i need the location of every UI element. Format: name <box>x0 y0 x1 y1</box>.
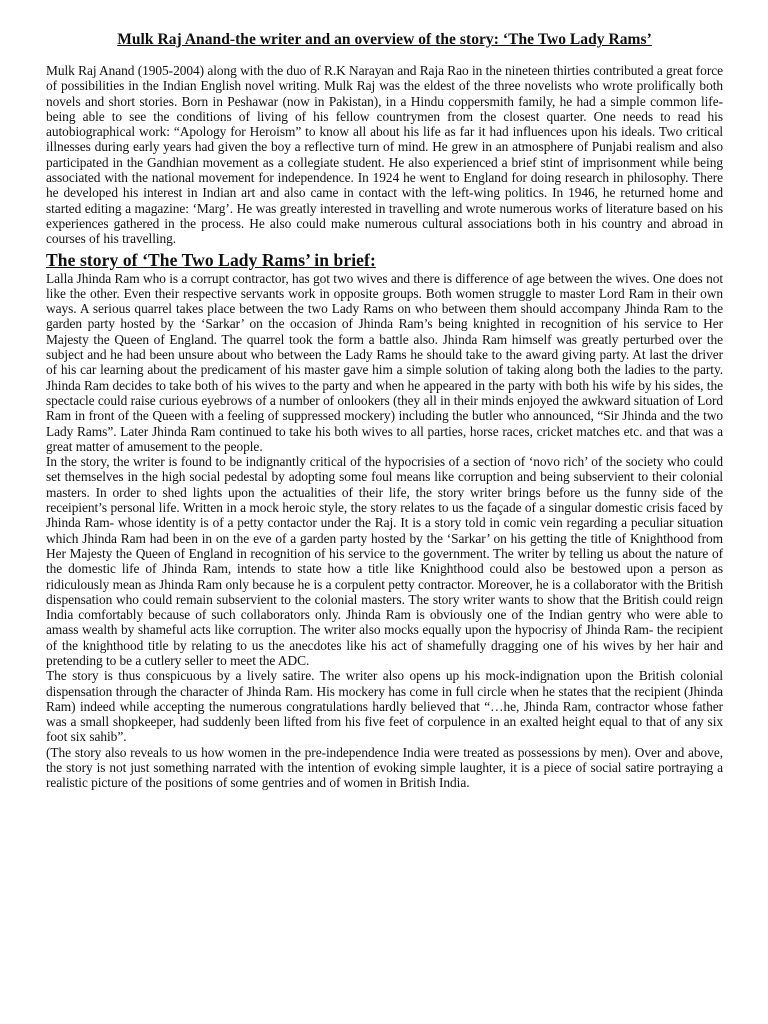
story-paragraph-2: In the story, the writer is found to be indignantly critical of the hypocrisies of a section of ‘novo rich’ of the society who could set themselves in the high social pedestal by adopting some foul means like corruption and being subservient to their colonial masters. In order to shed lights upon the actualities of their life, the story writer brings before us the funny side of the receipient’s personal life. Written in a mock heroic style, the story relates to us the façade of a singular domestic crisis faced by Jhinda Ram- whose identity is of a petty contactor under the Raj. It is a story told in comic vein regarding a peculiar situation which Jhinda Ram had been in on the eve of a garden party hosted by the ‘Sarkar’ on his getting the title of Knighthood from Her Majesty the Queen of England in recognition of his service to the government. The writer by telling us about the nature of the domestic life of Jhinda Ram, intends to state how a title like Knighthood could also be bestowed upon a person as ridiculously mean as Jhinda Ram only because he is a corpulent petty contractor. Moreover, he is a collaborator with the British dispensation who could remain subservient to the colonial masters. The story writer wants to show that the British could reign India comfortably because of such collaborators only. Jhinda Ram is obviously one of the Indian gentry who were able to amass wealth by shameful acts like corruption. The writer also mocks equally upon the hypocrisy of Jhinda Ram- the recipient of the knighthood title by relating to us the anecdotes like his act of shamefully dragging one of his wives by her hair and pretending to be a cutlery seller to meet the ADC. <box>46 454 723 668</box>
story-paragraph-1: Lalla Jhinda Ram who is a corrupt contractor, has got two wives and there is difference of age between the wives. One does not like the other. Even their respective servants work in opposite groups. Both women struggle to master Lord Ram in their own ways. A serious quarrel takes place between the two Lady Rams on who between them should accompany Jhinda Ram to the garden party hosted by the ‘Sarkar’ on the occasion of Jhinda Ram’s being knighted in recognition of his service to Her Majesty the Queen of England. The quarrel took the form a battle also. Jhinda Ram himself was greatly perturbed over the subject and he had been unsure about who between the Lady Rams he should take to the award giving party. At last the driver of his car learning about the predicament of his master gave him a simple solution of taking along both the ladies to the party. Jhinda Ram decides to take both of his wives to the party and when he appeared in the party with both his wife by his sides, the spectacle could raise curious eyebrows of a number of onlookers (they all in their minds enjoyed the awkward situation of Lord Ram in front of the Queen with a feeling of suppressed mockery) including the butler who announced, “Sir Jhinda and the two Lady Rams”. Later Jhinda Ram continued to take his both wives to all parties, horse races, cricket matches etc. and that was a great matter of amusement to the people. <box>46 270 723 454</box>
document-title: Mulk Raj Anand-the writer and an overview of the story: ‘The Two Lady Rams’ <box>117 31 652 48</box>
section-heading: The story of ‘The Two Lady Rams’ in brief: <box>46 249 376 270</box>
story-paragraph-4: (The story also reveals to us how women in the pre-independence India were treated as possessions by men). Over and above, the story is not just something narrated with the intention of evoking simple laughter, it is a piece of social satire portraying a realistic picture of the positions of some gentries and of women in British India. <box>46 744 723 791</box>
story-paragraph-3: The story is thus conspicuous by a lively satire. The writer also opens up his mock-indignation upon the British colonial dispensation through the character of Jhinda Ram. His mockery has come in full circle when he states that the recipient (Jhinda Ram) indeed while accepting the numerous congratulations hardly believed that “…he, Jhinda Ram, contractor whose father was a small shopkeeper, had suddenly been lifted from his five feet of corpulence in an exalted height equal to that of any six foot six sahib”. <box>46 668 723 745</box>
intro-paragraph: Mulk Raj Anand (1905-2004) along with the duo of R.K Narayan and Raja Rao in the nineteen thirties contributed a great force of possibilities in the Indian English novel writing. Mulk Raj was the eldest of the three novelists who wrote prolifically both novels and short stories. Born in Peshawar (now in Pakistan), in a Hindu coppersmith family, he had a simple common life- being able to see the conditions of living of his fellow countrymen from the closest quarter. One needs to read his autobiographical work: “Apology for Heroism” to know all about his life as far it had influences upon his ideals. Two critical illnesses during early years had given the boy a reflective turn of mind. He grew in an atmosphere of Punjabi realism and also participated in the Gandhian movement as a collegiate student. He also experienced a brief stint of imprisonment while being associated with the national movement for independence. In 1924 he went to England for doing research in philosophy. There he developed his interest in Indian art and also came in contact with the left-wing politics. In 1946, he returned home and started editing a magazine: ‘Marg’. He was greatly interested in travelling and wrote numerous works of literature based on his experiences gathered in the process. He also could make numerous cultural associations both in his country and abroad in courses of his travelling. <box>46 63 723 247</box>
